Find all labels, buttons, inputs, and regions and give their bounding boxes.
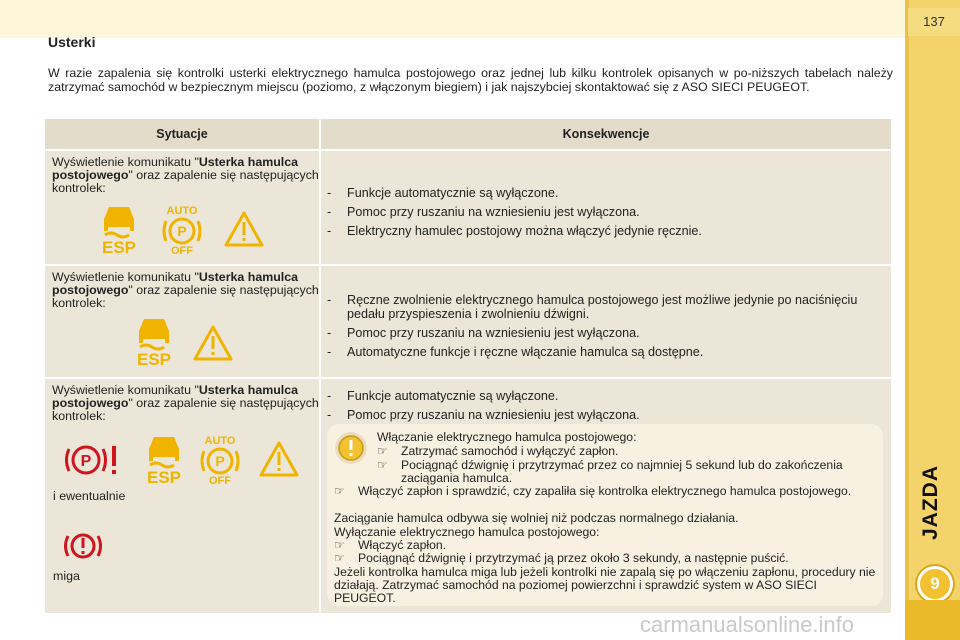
off-label: OFF [209, 475, 231, 485]
note-line: Wyłączanie elektrycznego hamulca postojowego: [334, 525, 600, 539]
list-item: - Pomoc przy ruszaniu na wzniesieniu jest wyłączona. [321, 205, 891, 219]
note-step: ☞ Włączyć zapłon i sprawdzić, czy zapaliła się kontrolka elektrycznego hamulca postojowego. [334, 484, 852, 498]
park-label: P [177, 223, 187, 239]
hand-icon: ☞ [377, 444, 388, 458]
header-situations: Sytuacje [45, 119, 319, 149]
list-item: - Pomoc przy ruszaniu na wzniesieniu jest wyłączona. [321, 408, 891, 422]
section-label: JAZDA [919, 464, 942, 540]
parking-brake-fault-icon [64, 440, 122, 480]
off-label: OFF [171, 245, 193, 255]
exclamation-icon [333, 430, 369, 466]
warning-triangle-icon [259, 441, 299, 477]
extra-label-optional: i ewentualnie [53, 489, 126, 503]
hand-icon: ☞ [334, 484, 345, 498]
list-item: - Funkcje automatycznie są wyłączone. [321, 389, 891, 403]
list-item: - Elektryczny hamulec postojowy można włączyć jedynie ręcznie. [321, 224, 891, 238]
note-box [327, 424, 883, 606]
esp-warning-icon [130, 315, 178, 367]
list-item: - Ręczne zwolnienie elektrycznego hamulca postojowego jest możliwe jedynie po naciśnięciu pedału przyspieszenia i zwolnieniu dźwigni. [321, 293, 891, 321]
auto-label: AUTO [166, 205, 198, 217]
top-band [0, 0, 905, 38]
row-2-situation: Wyświetlenie komunikatu "Usterka hamulca postojowego" oraz zapalenie się następujących kontrolek: [45, 266, 319, 377]
row-1-situation: Wyświetlenie komunikatu "Usterka hamulca postojowego" oraz zapalenie się następujących kontrolek: [45, 151, 319, 264]
auto-off-parking-icon [160, 203, 204, 255]
list-item: - Funkcje automatycznie są wyłączone. [321, 186, 891, 200]
intro-paragraph: W razie zapalenia się kontrolki usterki elektrycznego hamulca postojowego oraz jednej lub kilku kontrolek opisanych w po-niższych tabelach należy zatrzymać samochód w bezpiecznym miejscu (poziomo, z włączonym biegiem) i jak najszybciej skontaktować się z ASO SIECI PEUGEOT. [48, 66, 893, 94]
esp-warning-icon [140, 433, 188, 485]
page-number: 137 [908, 8, 960, 36]
warning-triangle-icon [193, 325, 233, 361]
auto-label: AUTO [204, 435, 236, 447]
note-step: ☞ Pociągnąć dźwignię i przytrzymać przez co najmniej 5 sekund lub do zakończenia zaciągania hamulca. [377, 458, 843, 485]
warning-triangle-icon [224, 211, 264, 247]
row-2-consequences [321, 266, 891, 377]
esp-label: ESP [101, 238, 137, 255]
note-step: ☞ Pociągnąć dźwignię i przytrzymać ją przez około 3 sekundy, a następnie puścić. [334, 551, 789, 565]
chapter-number: 9 [917, 566, 953, 602]
note-line: Włączanie elektrycznego hamulca postojowego: [377, 430, 637, 444]
row-3-situation: Wyświetlenie komunikatu "Usterka hamulca postojowego" oraz zapalenie się następujących kontrolek: [45, 379, 319, 613]
extra-label-blinking: miga [53, 569, 80, 583]
hand-icon: ☞ [377, 458, 388, 472]
esp-warning-icon [95, 203, 143, 255]
side-band [905, 0, 960, 640]
watermark: carmanualsonline.info [640, 612, 855, 637]
hand-icon: ☞ [334, 538, 345, 552]
note-line: Jeżeli kontrolka hamulca miga lub jeżeli kontrolki nie zapalą się po włączeniu zapłonu, procedury nie działają. Zatrzymać samochód na poziomej powierzchni i sprawdzić system w ASO SIECI PEUGEOT. [334, 565, 876, 605]
auto-off-parking-icon [198, 433, 242, 485]
note-step: ☞ Włączyć zapłon. [334, 538, 447, 552]
list-item: - Automatyczne funkcje i ręczne włączanie hamulca są dostępne. [321, 345, 891, 359]
hand-icon: ☞ [334, 551, 345, 565]
row-1-consequences [321, 151, 891, 264]
brake-warning-icon [62, 528, 104, 564]
header-consequences: Konsekwencje [321, 119, 891, 149]
note-step: ☞ Zatrzymać samochód i wyłączyć zapłon. [377, 444, 619, 458]
park-label: P [80, 453, 92, 470]
corner-decoration [905, 600, 960, 640]
esp-label: ESP [146, 468, 182, 485]
park-label: P [215, 453, 225, 469]
note-line: Zaciąganie hamulca odbywa się wolniej niż podczas normalnego działania. [334, 511, 739, 525]
page-title: Usterki [48, 34, 96, 50]
list-item: - Pomoc przy ruszaniu na wzniesieniu jest wyłączona. [321, 326, 891, 340]
esp-label: ESP [136, 350, 172, 367]
